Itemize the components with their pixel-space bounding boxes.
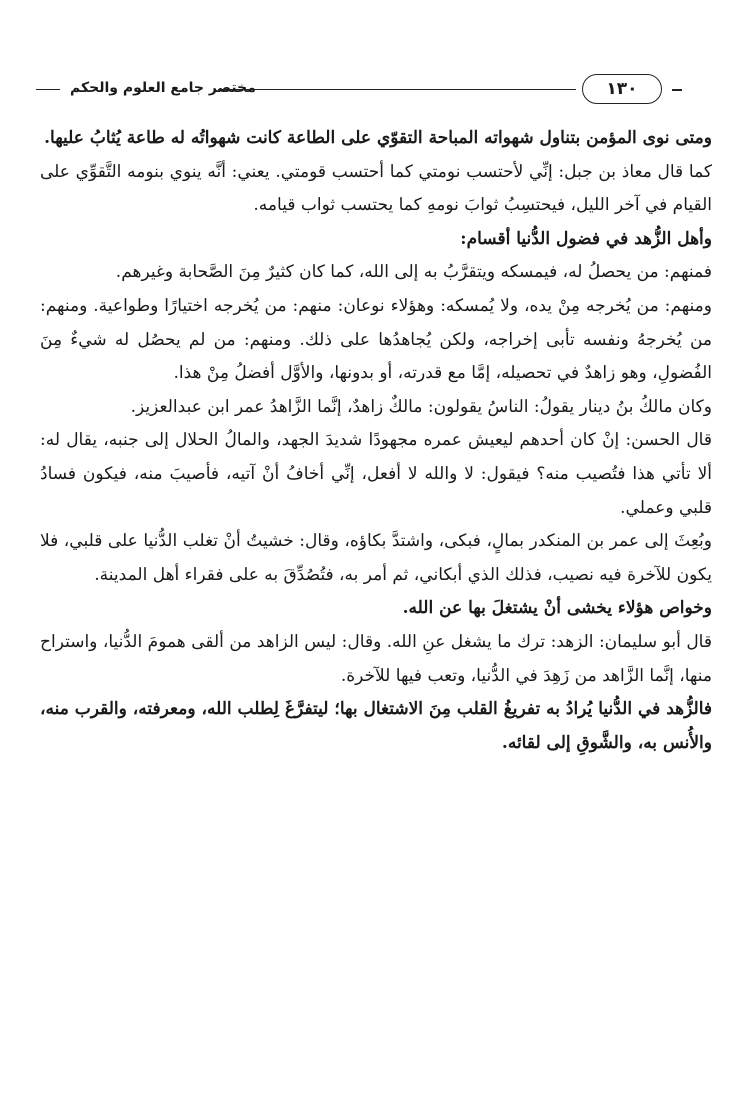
paragraph: وخواص هؤلاء يخشى أنْ يشتغلَ بها عن الله. xyxy=(402,598,712,619)
book-title: مختصر جامع العلوم والحكم xyxy=(70,80,256,96)
paragraph: قال الحسن: إنْ كان أحدهم ليعيش عمره مجهودًا شديدَ الجهد، والمالُ الحلال إلى جنبه، يقال له: ألا تأتي هذا فتُصيب منه؟ فيقول: لا والله لا أفعل، إنِّي أخافُ أنْ آتيه، فأصيبَ منه، فيكون فسادُ قلبي وعملي. xyxy=(40,430,712,518)
paragraph: وبُعِثَ إلى عمر بن المنكدر بمالٍ، فبكى، واشتدَّ بكاؤه، وقال: خشيتُ أنْ تغلب الدُّنيا على قلبي، فلا يكون للآخرة فيه نصيب، فذلك الذي أبكاني، ثم أمر به، فتُصُدِّقَ به على فقراء أهل المدينة. xyxy=(40,531,712,585)
paragraph: وأهل الزُّهد في فضول الدُّنيا أقسام: xyxy=(460,228,712,249)
paragraph: كما قال معاذ بن جبل: إنِّي لأحتسب نومتي كما أحتسب قومتي. يعني: أنَّه ينوي بنومه التَّقوِّي على القيام في آخر الليل، فيحتسِبُ ثوابَ نومهِ كما يحتسب ثواب قيامه. xyxy=(40,161,712,216)
header-rule xyxy=(218,89,576,90)
paragraph: ومنهم: من يُخرجه مِنْ يده، ولا يُمسكه: وهؤلاء نوعان: منهم: من يُخرجه اختيارًا وطواعية. ومنهم: من يُخرجهُ ونفسه تأبى إخراجه، ولكن يُجاهدُها على ذلك. ومنهم: من لم يحصُل له شيءٌ مِنَ الفُضولِ، وهو زاهدٌ في تحصيله، إمَّا مع قدرته، أو بدونها، والأوَّل أفضلُ مِنْ هذا. xyxy=(40,295,712,384)
page-header xyxy=(30,74,720,114)
paragraph: فالزُّهد في الدُّنيا يُرادُ به تفريغُ القلب مِنَ الاشتغال بها؛ ليتفرَّغَ لِطلب الله، ومعرفته، والقرب منه، والأُنس به، والشَّوقِ إلى لقائه. xyxy=(40,699,712,753)
paragraph: ومتى نوى المؤمن بتناول شهواته المباحة التقوّي على الطاعة كانت شهواتُه له طاعة يُثابُ عليها. xyxy=(44,128,712,148)
paragraph: وكان مالكُ بنُ دينار يقولُ: الناسُ يقولون: مالكٌ زاهدٌ، إنَّما الزَّاهدُ عمر ابن عبدالعزيز. xyxy=(130,396,712,417)
paragraph: قال أبو سليمان: الزهد: ترك ما يشغل عنِ الله. وقال: ليس الزاهد من ألقى همومَ الدُّنيا، واستراح منها، إنَّما الزَّاهد من زَهِدَ في الدُّنيا، وتعب فيها للآخرة. xyxy=(40,631,712,686)
header-right-dash xyxy=(672,89,682,91)
page-number: ١٣٠ xyxy=(582,74,662,104)
text-body xyxy=(40,122,712,760)
paragraph: فمنهم: من يحصلُ له، فيمسكه ويتقرَّبُ به إلى الله، كما كان كثيرٌ مِنَ الصَّحابة وغيرهم. xyxy=(115,262,712,283)
header-left-rule xyxy=(36,89,60,90)
